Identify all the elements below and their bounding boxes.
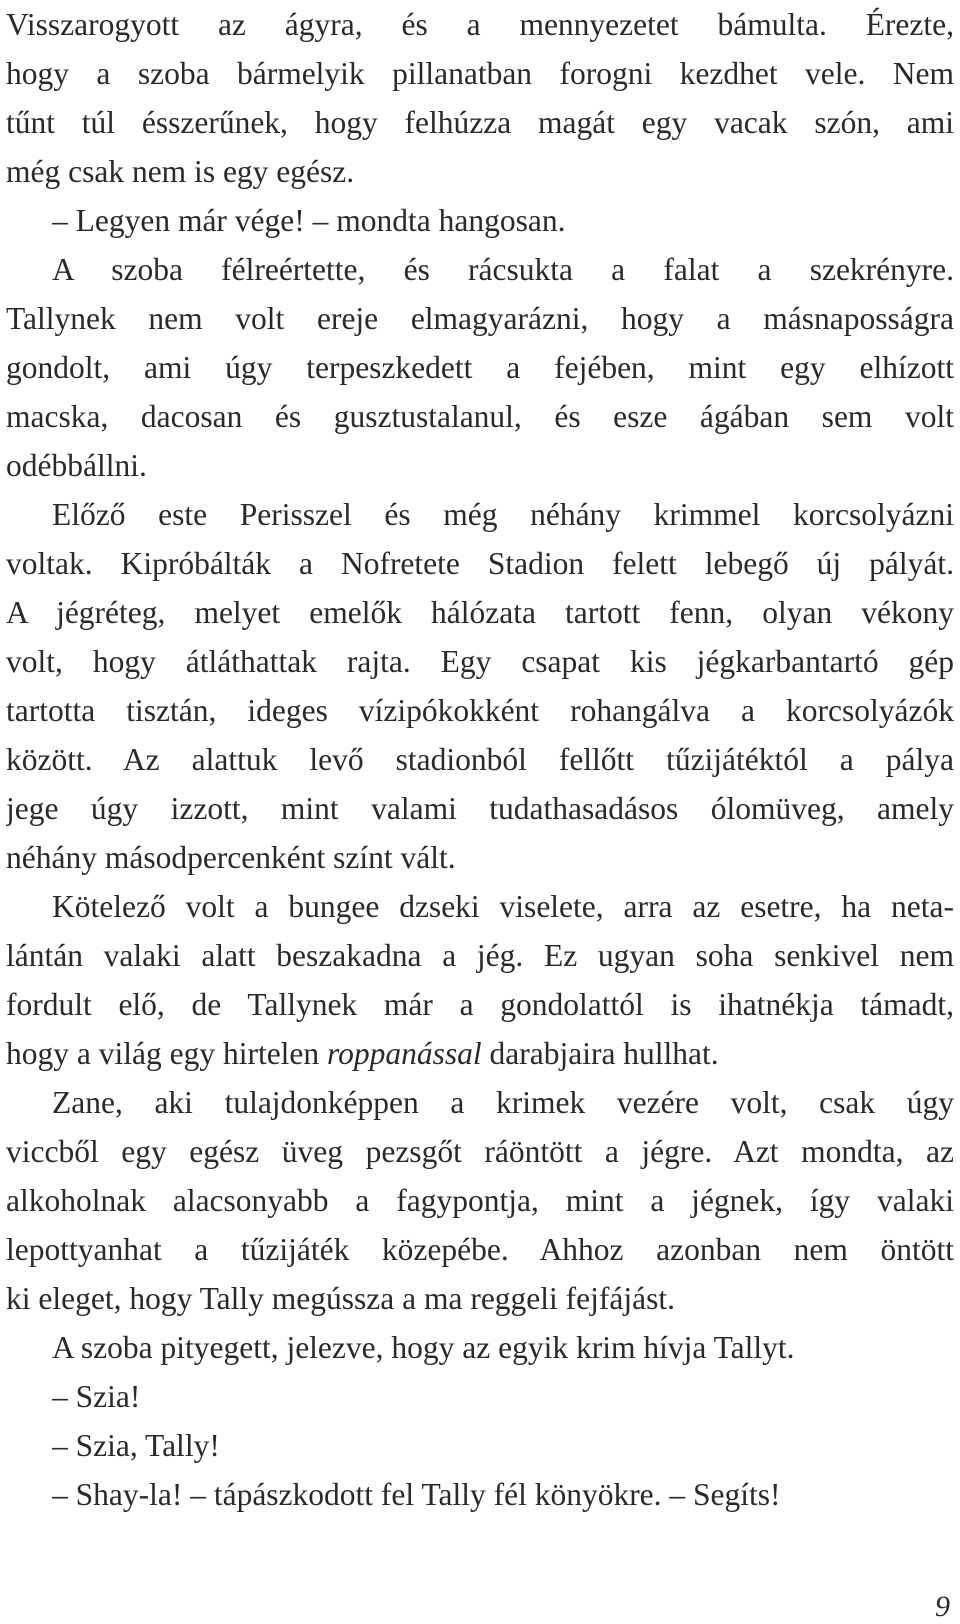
book-page <box>6 0 954 1624</box>
dialogue-line: – Shay-la! – tápászkodott fel Tally fél könyökre. – Segíts! <box>52 1477 781 1512</box>
text-line: jege úgy izzott, mint valami tudathasadásos ólomüveg, amely <box>6 791 954 826</box>
text-line: odébbállni. <box>6 448 147 483</box>
text-line: Előző este Perisszel és még néhány krimmel korcsolyázni <box>52 497 954 532</box>
text-line: tűnt túl ésszerűnek, hogy felhúzza magát egy vacak szón, ami <box>6 105 954 140</box>
text-line: volt, hogy átláthattak rajta. Egy csapat kis jégkarbantartó gép <box>6 644 954 679</box>
text-line: néhány másodpercenként színt vált. <box>6 840 456 875</box>
text-line: macska, dacosan és gusztustalanul, és esze ágában sem volt <box>6 399 954 434</box>
text-line: alkoholnak alacsonyabb a fagypontja, mint a jégnek, így valaki <box>6 1183 954 1218</box>
text-line <box>6 1029 954 1079</box>
text-line: Tallynek nem volt ereje elmagyarázni, hogy a másnaposságra <box>6 301 954 336</box>
text-line: Visszarogyott az ágyra, és a mennyezetet bámulta. Érezte, <box>6 7 954 42</box>
dialogue-line: – Szia! <box>52 1379 141 1414</box>
text-line: gondolt, ami úgy terpeszkedett a fejében, mint egy elhízott <box>6 350 954 385</box>
text-line: A jégréteg, melyet emelők hálózata tartott fenn, olyan vékony <box>6 595 954 630</box>
text-line: tartotta tisztán, ideges vízipókokként rohangálva a korcsolyázók <box>6 693 954 728</box>
dialogue-line: – Legyen már vége! – mondta hangosan. <box>52 203 566 238</box>
italic-word: roppanással <box>327 1036 482 1071</box>
text-line: ki eleget, hogy Tally megússza a ma reggeli fejfájást. <box>6 1281 675 1316</box>
text-line: még csak nem is egy egész. <box>6 154 355 189</box>
text-segment: hogy a világ egy hirtelen <box>6 1036 320 1071</box>
text-line: A szoba félreértette, és rácsukta a falat a szekrényre. <box>52 252 954 287</box>
dialogue-line: – Szia, Tally! <box>52 1428 220 1463</box>
text-line: lántán valaki alatt beszakadna a jég. Ez ugyan soha senkivel nem <box>6 938 954 973</box>
text-line: Kötelező volt a bungee dzseki viselete, arra az esetre, ha neta- <box>52 889 954 924</box>
text-line: A szoba pityegett, jelezve, hogy az egyik krim hívja Tallyt. <box>52 1330 795 1365</box>
text-line: fordult elő, de Tallynek már a gondolattól is ihatnékja támadt, <box>6 987 954 1022</box>
text-line: Zane, aki tulajdonképpen a krimek vezére volt, csak úgy <box>52 1085 954 1120</box>
page-number: 9 <box>935 1590 950 1623</box>
text-line: lepottyanhat a tűzijáték közepébe. Ahhoz azonban nem öntött <box>6 1232 954 1267</box>
text-line: hogy a szoba bármelyik pillanatban forogni kezdhet vele. Nem <box>6 56 954 91</box>
text-line: viccből egy egész üveg pezsgőt ráöntött a jégre. Azt mondta, az <box>6 1134 954 1169</box>
text-line: között. Az alattuk levő stadionból fellőtt tűzijátéktól a pálya <box>6 742 954 777</box>
text-segment: darabjaira hullhat. <box>489 1036 719 1071</box>
text-line: voltak. Kipróbálták a Nofretete Stadion felett lebegő új pályát. <box>6 546 954 581</box>
